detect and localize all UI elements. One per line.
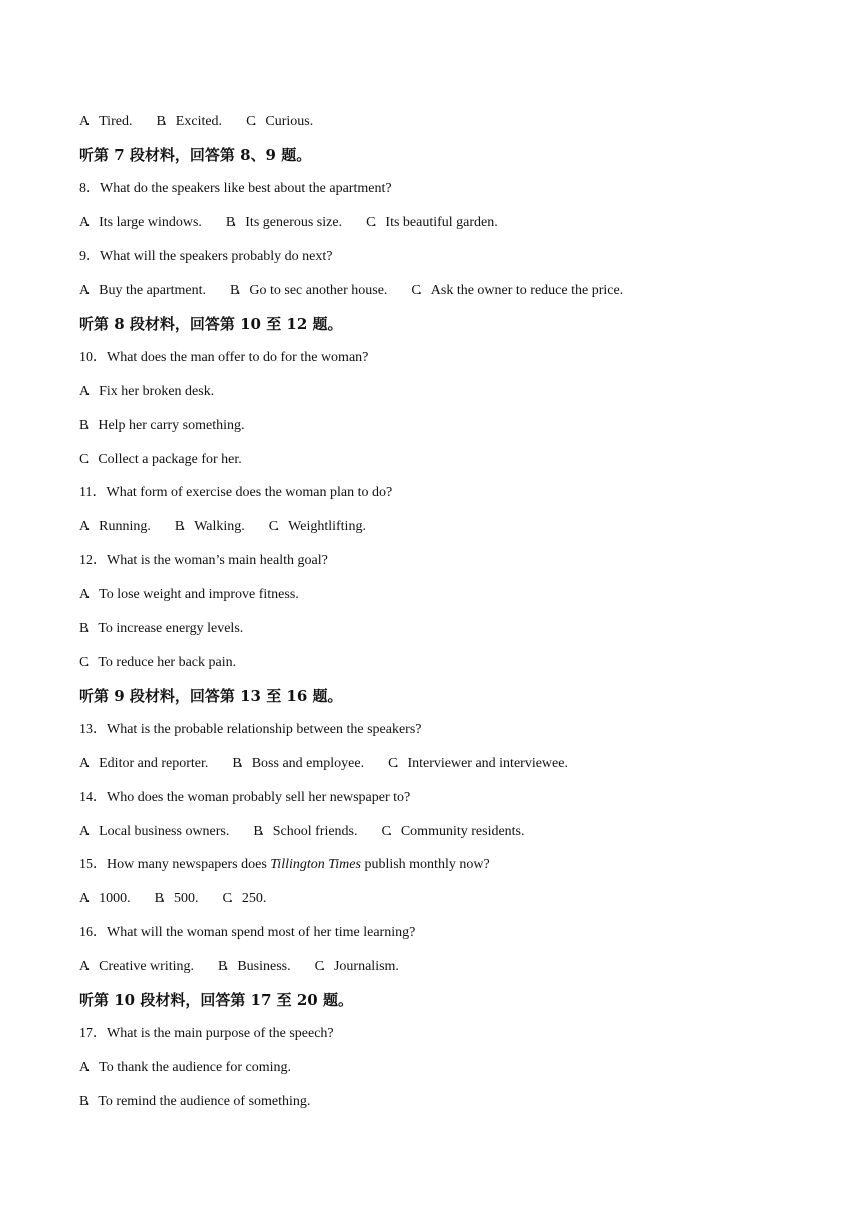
q14-option-c: C ． Community residents. [382,823,525,841]
q14-options [79,823,525,841]
q17-option-b: B ． To remind the audience of something. [79,1093,310,1111]
q13-options [79,755,568,773]
q14-option-a: A ． Local business owners. [79,823,229,841]
section-10-heading: 听第 10 段材料，回答第 17 至 20 题。 [79,991,353,1009]
question-text: What form of exercise does the woman plan to do? [106,485,393,500]
q14-option-b: B ． School friends. [253,823,357,841]
question-15 [79,856,490,874]
section-7-heading: 听第 7 段材料，回答第 8、9 题。 [79,146,312,164]
q7-options [79,113,313,131]
q10-option-a: A ． Fix her broken desk. [79,383,214,401]
question-11 [79,484,392,502]
q9-option-b: B ． Go to sec another house. [230,282,387,300]
q10-option-c: C ． Collect a package for her. [79,451,242,469]
question-16 [79,924,415,942]
question-13 [79,721,422,739]
q9-option-a: A ． Buy the apartment. [79,282,206,300]
question-number: 12． [79,553,107,568]
question-text-end: publish monthly now? [360,857,490,872]
question-number: 14． [79,790,107,805]
section-8-heading: 听第 8 段材料，回答第 10 至 12 题。 [79,315,343,333]
question-number: 15． [79,857,107,872]
q15-options [79,890,266,908]
question-text: Who does the woman probably sell her newspaper to? [107,790,411,805]
q9-options [79,282,623,300]
q7-option-b: B ． Excited. [156,113,222,131]
q15-option-b: B ． 500. [155,890,199,908]
q15-option-c: C ． 250. [222,890,266,908]
question-17 [79,1025,334,1043]
q8-options [79,214,498,232]
q13-option-a: A ． Editor and reporter. [79,755,208,773]
newspaper-title: Tillington Times [270,857,361,872]
q11-options [79,518,366,536]
q13-option-b: B ． Boss and employee. [232,755,364,773]
question-number: 10． [79,350,107,365]
q17-option-a: A ． To thank the audience for coming. [79,1059,291,1077]
question-number: 9． [79,249,100,264]
q11-option-b: B ． Walking. [175,518,245,536]
q13-option-c: C ． Interviewer and interviewee. [388,755,568,773]
q8-option-c: C ． Its beautiful garden. [366,214,498,232]
question-text: What is the probable relationship between the speakers? [107,722,422,737]
question-number: 8． [79,181,100,196]
q7-option-c: C ． Curious. [246,113,313,131]
q8-option-b: B ． Its generous size. [226,214,342,232]
q16-options [79,958,399,976]
question-10 [79,349,368,367]
section-9-heading: 听第 9 段材料，回答第 13 至 16 题。 [79,687,343,705]
question-text: What do the speakers like best about the apartment? [100,181,392,196]
q8-option-a: A ． Its large windows. [79,214,202,232]
question-number: 13． [79,722,107,737]
question-text: What is the main purpose of the speech? [107,1026,334,1041]
question-number: 17． [79,1026,107,1041]
q11-option-a: A ． Running. [79,518,151,536]
question-number: 11． [79,485,107,500]
question-8 [79,180,392,198]
q12-option-c: C ． To reduce her back pain. [79,654,236,672]
q10-option-b: B ． Help her carry something. [79,417,245,435]
question-9 [79,248,332,266]
q16-option-b: B ． Business. [218,958,291,976]
q11-option-c: C ． Weightlifting. [269,518,366,536]
question-text: What does the man offer to do for the woman? [107,350,369,365]
q12-option-a: A ． To lose weight and improve fitness. [79,586,299,604]
q12-option-b: B ． To increase energy levels. [79,620,243,638]
question-12 [79,552,328,570]
q16-option-c: C ． Journalism. [315,958,399,976]
question-text: How many newspapers does [107,857,271,872]
q15-option-a: A ． 1000. [79,890,131,908]
q9-option-c: C ． Ask the owner to reduce the price. [411,282,623,300]
q16-option-a: A ． Creative writing. [79,958,194,976]
question-14 [79,789,410,807]
q7-option-a: A ． Tired. [79,113,132,131]
question-number: 16． [79,925,107,940]
question-text: What will the speakers probably do next? [100,249,333,264]
question-text: What will the woman spend most of her time learning? [107,925,416,940]
question-text: What is the woman’s main health goal? [107,553,328,568]
